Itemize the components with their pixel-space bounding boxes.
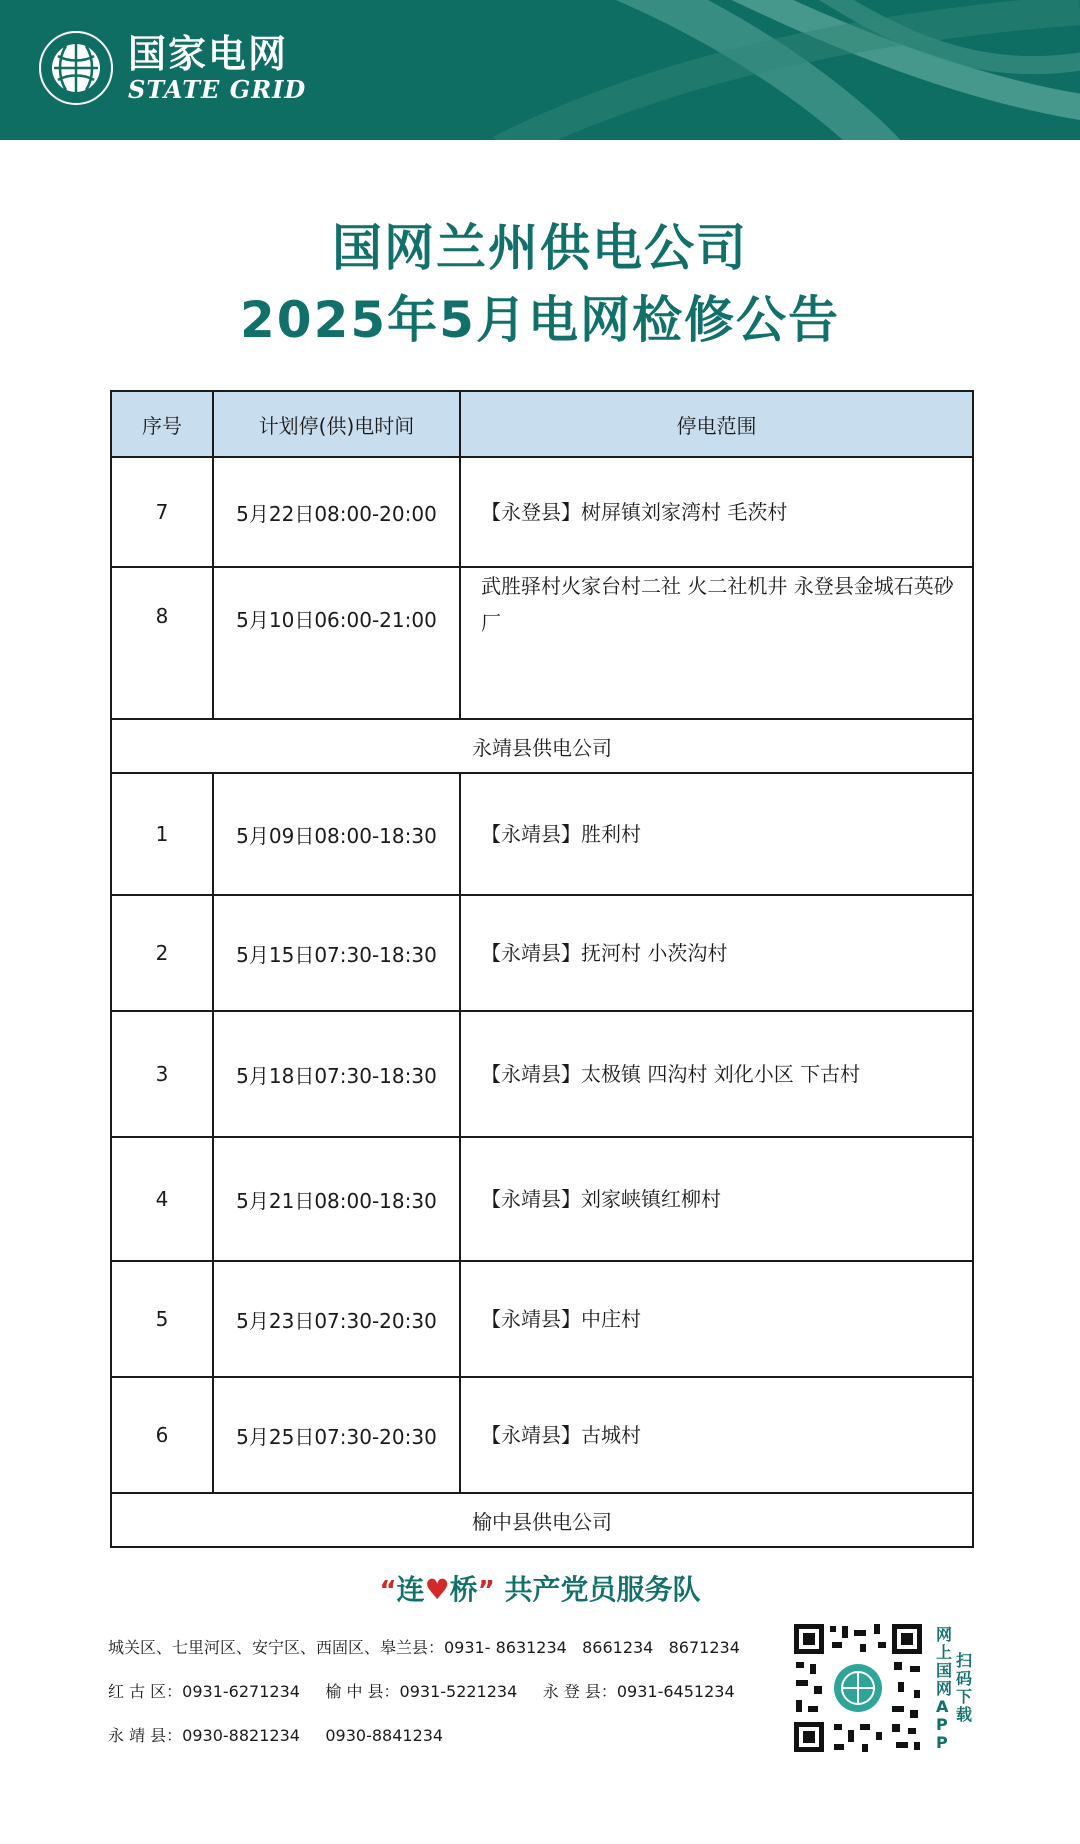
row-area: 【永靖县】中庄村: [460, 1261, 973, 1377]
slogan-brand-b: 桥: [449, 1573, 478, 1606]
table-row: [111, 1011, 973, 1137]
row-area: 【永登县】树屏镇刘家湾村 毛茨村: [460, 457, 973, 567]
contact-list: [108, 1626, 740, 1758]
slogan-brand-a: 连: [396, 1573, 425, 1606]
row-time: 5月18日07:30-18:30: [213, 1011, 460, 1137]
section-title: 榆中县供电公司: [111, 1493, 973, 1547]
row-time: 5月25日07:30-20:30: [213, 1377, 460, 1493]
row-seq: 6: [111, 1377, 213, 1493]
table-row: [111, 773, 973, 895]
slogan-close-quote: ”: [477, 1576, 495, 1606]
row-seq: 7: [111, 457, 213, 567]
contact-line: 城关区、七里河区、安宁区、西固区、皋兰县：0931- 8631234 8661234 8671234: [108, 1638, 740, 1657]
qr-label-app: 网上国网APP: [936, 1625, 953, 1752]
header-time: 计划停(供)电时间: [213, 391, 460, 457]
row-area: 武胜驿村火家台村二社 火二社机井 永登县金城石英砂厂: [460, 567, 973, 719]
section-title: 永靖县供电公司: [111, 719, 973, 773]
row-time: 5月09日08:00-18:30: [213, 773, 460, 895]
row-area: 【永靖县】胜利村: [460, 773, 973, 895]
page-title: [0, 212, 1080, 356]
row-seq: 5: [111, 1261, 213, 1377]
state-grid-logo: [38, 30, 306, 106]
title-line-2: 2025年5月电网检修公告: [240, 291, 840, 349]
table-row: [111, 1377, 973, 1493]
contact-line: 红 古 区：0931-6271234 榆 中 县：0931-5221234 永 登 县：0931-6451234: [108, 1682, 735, 1701]
maintenance-table: [110, 390, 974, 1548]
header-seq: 序号: [111, 391, 213, 457]
table-header-row: [111, 391, 973, 457]
table-row: [111, 567, 973, 719]
brand-name-cn: 国家电网: [128, 32, 289, 76]
contact-line: 永 靖 县：0930-8821234 0930-8841234: [108, 1726, 444, 1745]
row-time: 5月22日08:00-20:00: [213, 457, 460, 567]
slogan-open-quote: “: [379, 1576, 397, 1606]
brand-name-en: STATE GRID: [128, 75, 307, 104]
qr-label-download: 扫码下载: [956, 1651, 973, 1724]
table-row: [111, 457, 973, 567]
slogan-rest: 共产党员服务队: [494, 1573, 701, 1606]
service-team-slogan: [0, 1568, 1080, 1608]
title-line-1: 国网兰州供电公司: [332, 219, 748, 277]
row-seq: 1: [111, 773, 213, 895]
row-area: 【永靖县】抚河村 小茨沟村: [460, 895, 973, 1011]
table-row: [111, 1137, 973, 1261]
row-time: 5月21日08:00-18:30: [213, 1137, 460, 1261]
qr-code-icon[interactable]: [790, 1620, 926, 1756]
row-time: 5月10日06:00-21:00: [213, 567, 460, 719]
row-area: 【永靖县】刘家峡镇红柳村: [460, 1137, 973, 1261]
row-time: 5月15日07:30-18:30: [213, 895, 460, 1011]
section-row: [111, 719, 973, 773]
row-seq: 8: [111, 567, 213, 719]
row-area: 【永靖县】古城村: [460, 1377, 973, 1493]
table-row: [111, 1261, 973, 1377]
heart-icon: ♥: [424, 1573, 450, 1606]
row-seq: 2: [111, 895, 213, 1011]
row-seq: 3: [111, 1011, 213, 1137]
row-time: 5月23日07:30-20:30: [213, 1261, 460, 1377]
row-area: 【永靖县】太极镇 四沟村 刘化小区 下古村: [460, 1011, 973, 1137]
header-banner: [0, 0, 1080, 140]
header-area: 停电范围: [460, 391, 973, 457]
row-seq: 4: [111, 1137, 213, 1261]
section-row: [111, 1493, 973, 1547]
state-grid-emblem-icon: [38, 30, 114, 106]
table-row: [111, 895, 973, 1011]
